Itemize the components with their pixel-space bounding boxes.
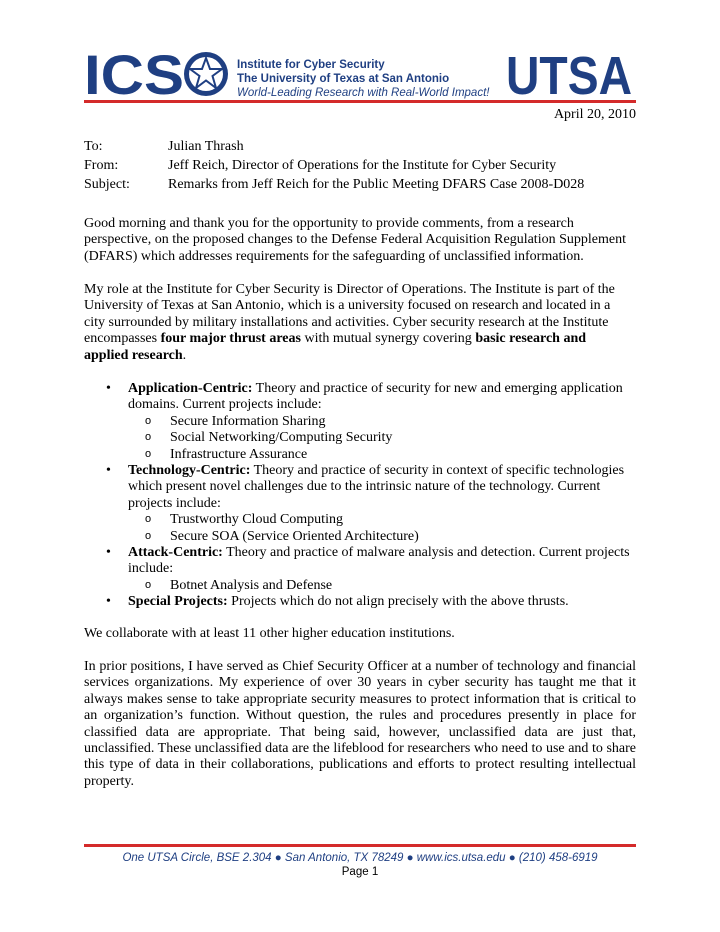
text-run: with mutual synergy covering bbox=[300, 331, 476, 347]
text-run: Theory and practice of malware analysis and detection. Current projects bbox=[222, 545, 630, 561]
sub-item-text: Social Networking/Computing Security bbox=[170, 430, 393, 446]
list-item bbox=[84, 463, 636, 512]
subject-value: Remarks from Jeff Reich for the Public Meeting DFARS Case 2008-D028 bbox=[168, 177, 585, 192]
paragraph-line: My role at the Institute for Cyber Security is Director of Operations. The Institute is part of the bbox=[84, 282, 615, 297]
paragraph-line: (DFARS) which addresses requirements for the safeguarding of unclassified information. bbox=[84, 248, 584, 264]
text-run: Theory and practice of security for new and emerging application bbox=[252, 381, 623, 396]
sub-list-item bbox=[84, 529, 636, 545]
utsa-logo-text: UTSA bbox=[506, 50, 632, 96]
page-number: Page 1 bbox=[341, 866, 379, 878]
paragraph-line bbox=[84, 348, 636, 364]
bullet-icon: • bbox=[106, 594, 111, 610]
sub-item-text: Secure SOA (Service Oriented Architecture) bbox=[170, 528, 419, 544]
letter-date: April 20, 2010 bbox=[553, 107, 636, 122]
sub-list-item bbox=[84, 430, 636, 446]
memo-header bbox=[84, 137, 584, 194]
ics-logo-text: ICS bbox=[84, 48, 184, 98]
header-rule bbox=[84, 100, 636, 103]
sub-item-text: Trustworthy Cloud Computing bbox=[170, 512, 343, 528]
memo-from bbox=[84, 156, 584, 175]
paragraph-line: domains. Current projects include: bbox=[128, 397, 322, 413]
subject-label: Subject: bbox=[84, 177, 130, 192]
university-name: The University of Texas at San Antonio bbox=[237, 73, 450, 85]
text-run: unclassified. These unclassified data are the lifeblood for researchers who need to use and to bbox=[84, 741, 603, 757]
sub-list-item bbox=[84, 447, 636, 463]
sub-list-item bbox=[84, 578, 636, 594]
text-run: critical to an organization’s function. Without question, the rules and procedures presently in bbox=[84, 691, 637, 724]
footer-rule bbox=[84, 844, 636, 847]
bold-text: basic research and bbox=[475, 331, 587, 347]
circle-bullet-icon: o bbox=[145, 447, 152, 460]
sub-item-text: Infrastructure Assurance bbox=[170, 446, 308, 462]
role-paragraph bbox=[84, 282, 636, 364]
bullet-icon: • bbox=[106, 545, 111, 561]
circle-bullet-icon: o bbox=[145, 414, 152, 427]
bullet-icon: • bbox=[106, 463, 111, 479]
text-run: that it always makes sense to take appropriate security measures to protect information that is bbox=[84, 675, 636, 707]
text-run: share this type of data in their collaborations, publications and efforts to protect resulting bbox=[84, 741, 636, 773]
list-item bbox=[84, 594, 636, 610]
from-label: From: bbox=[84, 158, 119, 173]
page-footer bbox=[84, 851, 636, 879]
institute-header bbox=[237, 58, 489, 100]
paragraph-line: Good morning and thank you for the opportunity to provide comments, from a research bbox=[84, 216, 574, 231]
text-run: intellectual property. bbox=[84, 757, 636, 789]
text-run: Theory and practice of security in context of specific technologies bbox=[250, 463, 625, 479]
circle-bullet-icon: o bbox=[145, 578, 152, 591]
tagline: World-Leading Research with Real-World Impact! bbox=[237, 87, 490, 99]
sub-item-text: Botnet Analysis and Defense bbox=[170, 577, 333, 593]
collaboration-paragraph: We collaborate with at least 11 other higher education institutions. bbox=[84, 626, 455, 641]
org-name: Institute for Cyber Security bbox=[237, 59, 385, 71]
utsa-logo bbox=[504, 50, 640, 96]
experience-paragraph bbox=[84, 659, 636, 790]
text-run: Projects which do not align precisely with the above thrusts. bbox=[227, 594, 569, 610]
from-value: Jeff Reich, Director of Operations for the Institute for Cyber Security bbox=[168, 158, 557, 173]
paragraph-line: which present novel challenges due to the intrinsic nature of the technology. Current bbox=[128, 479, 601, 495]
bullet-title: Attack-Centric: bbox=[128, 545, 223, 561]
footer-address: One UTSA Circle, BSE 2.304 ● San Antonio, TX 78249 ● www.ics.utsa.edu ● (210) 458-6919 bbox=[122, 852, 598, 864]
sub-list-item bbox=[84, 512, 636, 528]
paragraph-line: projects include: bbox=[128, 495, 221, 511]
paragraph-line: University of Texas at San Antonio, which is a university focused on research and located in a bbox=[84, 298, 611, 314]
bullet-title: Application-Centric: bbox=[128, 381, 253, 396]
paragraph-line: include: bbox=[128, 561, 174, 577]
text-run: place for classified data are appropriate. That being said, however, unclassified data are just that, bbox=[84, 708, 637, 740]
memo-subject bbox=[84, 175, 584, 194]
paragraph-line: perspective, on the proposed changes to the Defense Federal Acquisition Regulation Supplement bbox=[84, 232, 626, 248]
paragraph-line bbox=[84, 331, 636, 347]
intro-paragraph bbox=[84, 216, 636, 265]
bullet-title: Technology-Centric: bbox=[128, 463, 251, 479]
circle-bullet-icon: o bbox=[145, 529, 152, 542]
list-item bbox=[84, 545, 636, 578]
bold-text: four major thrust areas bbox=[160, 331, 301, 347]
circle-bullet-icon: o bbox=[145, 431, 152, 444]
text-run: financial services organizations. My experience of over 30 years in cyber security has taught me bbox=[84, 659, 636, 691]
text-run: encompasses bbox=[84, 331, 161, 347]
bullet-title: Special Projects: bbox=[128, 594, 228, 610]
bold-text: applied research bbox=[84, 347, 183, 363]
ics-logo bbox=[84, 48, 230, 98]
memo-to bbox=[84, 137, 584, 156]
sub-list-item bbox=[84, 414, 636, 430]
text-run: In prior positions, I have served as Chief Security Officer at a number of technology and bbox=[84, 659, 584, 674]
thrust-list bbox=[84, 381, 636, 611]
list-item bbox=[84, 381, 636, 414]
sub-item-text: Secure Information Sharing bbox=[170, 413, 326, 429]
to-value: Julian Thrash bbox=[168, 139, 244, 154]
text-run: . bbox=[182, 347, 187, 363]
bullet-icon: • bbox=[106, 381, 111, 396]
circle-bullet-icon: o bbox=[145, 513, 152, 526]
to-label: To: bbox=[84, 139, 103, 154]
paragraph-line: city surrounded by military installations and activities. Cyber security research at the Institute bbox=[84, 314, 609, 330]
